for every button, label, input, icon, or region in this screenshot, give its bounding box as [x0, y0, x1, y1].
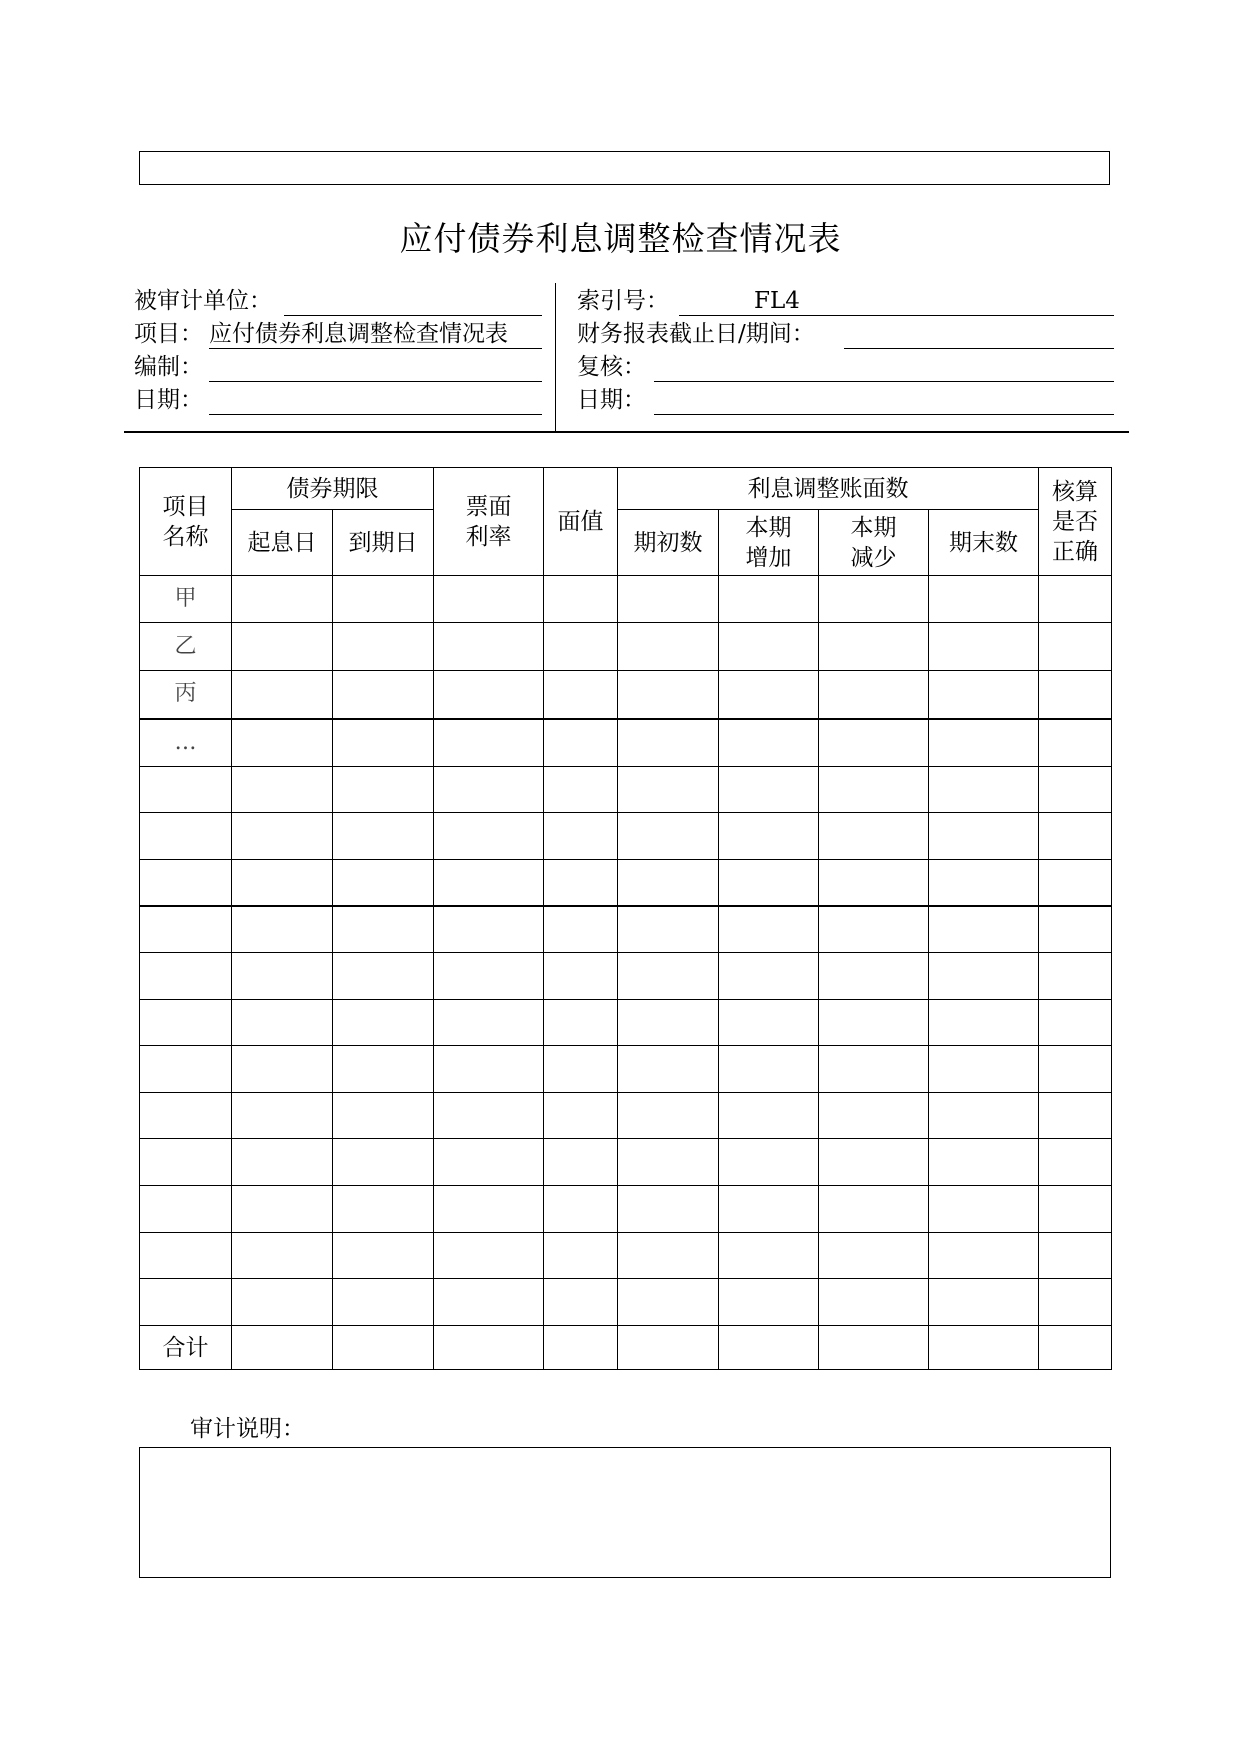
table-cell[interactable] — [819, 906, 929, 953]
table-cell[interactable] — [719, 671, 819, 719]
table-cell[interactable] — [819, 1000, 929, 1046]
table-cell[interactable] — [232, 1139, 333, 1186]
date-right-field[interactable] — [654, 385, 1114, 415]
table-cell[interactable] — [618, 813, 719, 860]
table-cell[interactable] — [333, 719, 434, 767]
table-cell[interactable] — [434, 767, 544, 813]
table-cell[interactable] — [434, 671, 544, 719]
table-cell[interactable] — [232, 1186, 333, 1233]
auditee-field[interactable] — [284, 286, 542, 316]
table-cell[interactable] — [232, 1279, 333, 1326]
table-cell[interactable] — [929, 623, 1039, 671]
project-label: 项目： — [134, 321, 203, 347]
table-cell[interactable] — [1039, 767, 1112, 813]
table-cell[interactable] — [1039, 1279, 1112, 1326]
table-cell[interactable] — [618, 860, 719, 906]
table-cell[interactable] — [333, 1046, 434, 1093]
table-cell[interactable] — [434, 813, 544, 860]
table-cell[interactable] — [1039, 813, 1112, 860]
table-cell[interactable] — [929, 671, 1039, 719]
top-header-box — [139, 151, 1110, 185]
table-cell[interactable] — [232, 719, 333, 767]
row-label — [140, 813, 232, 860]
table-cell[interactable] — [819, 1279, 929, 1326]
table-cell[interactable] — [719, 623, 819, 671]
table-cell[interactable] — [232, 1233, 333, 1279]
table-cell[interactable] — [719, 860, 819, 906]
date-left-label: 日期： — [134, 387, 203, 413]
table-cell[interactable] — [618, 1000, 719, 1046]
table-cell[interactable] — [929, 1233, 1039, 1279]
table-row — [140, 1000, 1112, 1046]
table-row — [140, 953, 1112, 1000]
total-cell[interactable] — [618, 1326, 719, 1370]
table-cell[interactable] — [618, 1046, 719, 1093]
preparer-field[interactable] — [209, 352, 542, 382]
table-cell[interactable] — [333, 767, 434, 813]
row-label: 甲 — [140, 576, 232, 623]
table-cell[interactable] — [819, 767, 929, 813]
table-cell[interactable] — [929, 860, 1039, 906]
row-label — [140, 906, 232, 953]
table-cell[interactable] — [1039, 623, 1112, 671]
row-label — [140, 1233, 232, 1279]
table-cell[interactable] — [232, 953, 333, 1000]
period-field[interactable] — [844, 319, 1114, 349]
table-cell[interactable] — [618, 576, 719, 623]
table-cell[interactable] — [618, 671, 719, 719]
table-cell[interactable] — [618, 1279, 719, 1326]
table-cell[interactable] — [618, 767, 719, 813]
table-cell[interactable] — [1039, 860, 1112, 906]
total-row — [140, 1326, 1112, 1370]
table-cell[interactable] — [333, 1233, 434, 1279]
table-cell[interactable] — [618, 906, 719, 953]
header-correct: 核算 是否 正确 — [1039, 468, 1112, 576]
table-cell[interactable] — [929, 906, 1039, 953]
table-cell[interactable] — [819, 953, 929, 1000]
total-cell[interactable] — [333, 1326, 434, 1370]
table-cell[interactable] — [1039, 671, 1112, 719]
table-cell[interactable] — [333, 813, 434, 860]
table-row — [140, 576, 1112, 623]
table-cell[interactable] — [1039, 1139, 1112, 1186]
table-cell[interactable] — [434, 719, 544, 767]
table-row — [140, 1093, 1112, 1139]
table-cell[interactable] — [929, 813, 1039, 860]
table-row — [140, 623, 1112, 671]
row-label — [140, 1186, 232, 1233]
row-label — [140, 767, 232, 813]
table-cell[interactable] — [929, 719, 1039, 767]
project-field[interactable]: 应付债券利息调整检查情况表 — [209, 319, 542, 349]
table-cell[interactable] — [232, 1000, 333, 1046]
table-cell[interactable] — [544, 719, 618, 767]
table-row — [140, 719, 1112, 767]
table-cell[interactable] — [618, 1186, 719, 1233]
table-cell[interactable] — [618, 1093, 719, 1139]
table-cell[interactable] — [1039, 576, 1112, 623]
table-cell[interactable] — [929, 953, 1039, 1000]
table-cell[interactable] — [434, 1093, 544, 1139]
table-cell[interactable] — [1039, 1093, 1112, 1139]
table-cell[interactable] — [929, 1000, 1039, 1046]
table-cell[interactable] — [434, 860, 544, 906]
table-cell[interactable] — [819, 1046, 929, 1093]
table-cell[interactable] — [719, 1000, 819, 1046]
table-cell[interactable] — [544, 813, 618, 860]
table-row — [140, 1139, 1112, 1186]
table-cell[interactable] — [544, 1000, 618, 1046]
total-cell[interactable] — [434, 1326, 544, 1370]
table-cell[interactable] — [232, 623, 333, 671]
table-cell[interactable] — [544, 1279, 618, 1326]
table-cell[interactable] — [929, 1046, 1039, 1093]
date-right-label: 日期： — [577, 387, 646, 413]
total-cell[interactable] — [719, 1326, 819, 1370]
header-decrease: 本期 减少 — [819, 510, 929, 576]
table-cell[interactable] — [333, 1186, 434, 1233]
table-cell[interactable] — [232, 767, 333, 813]
header-item-name: 项目 名称 — [140, 468, 232, 576]
interest-adjustment-table — [139, 467, 1112, 1370]
header-increase: 本期 增加 — [719, 510, 819, 576]
info-section — [124, 283, 1129, 433]
table-cell[interactable] — [819, 1233, 929, 1279]
auditee-label: 被审计单位： — [134, 288, 272, 314]
table-cell[interactable] — [434, 1139, 544, 1186]
table-cell[interactable] — [1039, 1233, 1112, 1279]
table-cell[interactable] — [232, 906, 333, 953]
table-cell[interactable] — [1039, 1186, 1112, 1233]
table-cell[interactable] — [929, 1093, 1039, 1139]
table-cell[interactable] — [232, 813, 333, 860]
table-cell[interactable] — [544, 860, 618, 906]
header-interest-adjust: 利息调整账面数 — [618, 468, 1039, 510]
table-cell[interactable] — [719, 813, 819, 860]
table-cell[interactable] — [333, 953, 434, 1000]
table-cell[interactable] — [434, 1046, 544, 1093]
table-cell[interactable] — [544, 671, 618, 719]
header-opening: 期初数 — [618, 510, 719, 576]
table-cell[interactable] — [1039, 1046, 1112, 1093]
table-cell[interactable] — [929, 1139, 1039, 1186]
table-cell[interactable] — [819, 576, 929, 623]
table-cell[interactable] — [544, 1046, 618, 1093]
table-cell[interactable] — [333, 860, 434, 906]
table-row — [140, 671, 1112, 719]
table-cell[interactable] — [544, 906, 618, 953]
table-cell[interactable] — [333, 1279, 434, 1326]
table-cell[interactable] — [719, 1046, 819, 1093]
table-cell[interactable] — [333, 906, 434, 953]
row-label — [140, 1000, 232, 1046]
reviewer-field[interactable] — [654, 352, 1114, 382]
row-label — [140, 860, 232, 906]
total-cell[interactable] — [929, 1326, 1039, 1370]
table-cell[interactable] — [929, 1279, 1039, 1326]
table-cell[interactable] — [719, 1093, 819, 1139]
table-cell[interactable] — [1039, 906, 1112, 953]
total-cell[interactable] — [819, 1326, 929, 1370]
table-cell[interactable] — [434, 1000, 544, 1046]
table-cell[interactable] — [544, 1233, 618, 1279]
row-label — [140, 953, 232, 1000]
table-row — [140, 1046, 1112, 1093]
table-cell[interactable] — [719, 1233, 819, 1279]
table-cell[interactable] — [719, 719, 819, 767]
table-cell[interactable] — [719, 1186, 819, 1233]
table-cell[interactable] — [544, 1093, 618, 1139]
table-row — [140, 1186, 1112, 1233]
header-face-value: 面值 — [544, 468, 618, 576]
index-label: 索引号： — [577, 288, 669, 314]
row-label: … — [140, 719, 232, 767]
row-label: 乙 — [140, 623, 232, 671]
header-coupon-rate: 票面 利率 — [434, 468, 544, 576]
table-row — [140, 813, 1112, 860]
table-cell[interactable] — [1039, 719, 1112, 767]
table-cell[interactable] — [333, 1093, 434, 1139]
table-cell[interactable] — [333, 1000, 434, 1046]
table-cell[interactable] — [929, 576, 1039, 623]
table-cell[interactable] — [819, 1186, 929, 1233]
table-cell[interactable] — [333, 671, 434, 719]
row-label — [140, 1093, 232, 1139]
total-label: 合计 — [140, 1326, 232, 1370]
total-cell[interactable] — [544, 1326, 618, 1370]
row-label — [140, 1279, 232, 1326]
table-cell[interactable] — [719, 953, 819, 1000]
table-cell[interactable] — [232, 1093, 333, 1139]
table-cell[interactable] — [719, 1139, 819, 1186]
info-divider — [555, 283, 556, 431]
table-cell[interactable] — [232, 1046, 333, 1093]
table-cell[interactable] — [1039, 953, 1112, 1000]
table-cell[interactable] — [819, 719, 929, 767]
table-cell[interactable] — [333, 1139, 434, 1186]
table-cell[interactable] — [434, 1233, 544, 1279]
index-field[interactable]: FL4 — [679, 286, 1114, 316]
table-cell[interactable] — [929, 1186, 1039, 1233]
table-cell[interactable] — [232, 576, 333, 623]
table-cell[interactable] — [618, 1233, 719, 1279]
table-row — [140, 906, 1112, 953]
table-cell[interactable] — [434, 576, 544, 623]
table-cell[interactable] — [333, 576, 434, 623]
row-label: 丙 — [140, 671, 232, 719]
date-left-field[interactable] — [209, 385, 542, 415]
table-cell[interactable] — [819, 1139, 929, 1186]
table-cell[interactable] — [544, 767, 618, 813]
period-label: 财务报表截止日/期间： — [577, 321, 815, 347]
table-cell[interactable] — [544, 623, 618, 671]
table-cell[interactable] — [819, 1093, 929, 1139]
table-cell[interactable] — [819, 813, 929, 860]
total-cell[interactable] — [232, 1326, 333, 1370]
table-cell[interactable] — [434, 1279, 544, 1326]
table-row — [140, 1233, 1112, 1279]
row-label — [140, 1046, 232, 1093]
table-cell[interactable] — [434, 906, 544, 953]
table-cell[interactable] — [434, 1186, 544, 1233]
table-cell[interactable] — [544, 953, 618, 1000]
table-cell[interactable] — [544, 1186, 618, 1233]
header-start-date: 起息日 — [232, 510, 333, 576]
table-cell[interactable] — [819, 671, 929, 719]
table-cell[interactable] — [719, 1279, 819, 1326]
table-cell[interactable] — [719, 576, 819, 623]
table-cell[interactable] — [929, 767, 1039, 813]
table-row — [140, 767, 1112, 813]
table-cell[interactable] — [719, 906, 819, 953]
table-cell[interactable] — [544, 576, 618, 623]
table-cell[interactable] — [232, 860, 333, 906]
table-cell[interactable] — [719, 767, 819, 813]
row-label — [140, 1139, 232, 1186]
header-closing: 期末数 — [929, 510, 1039, 576]
table-cell[interactable] — [618, 623, 719, 671]
table-cell[interactable] — [618, 953, 719, 1000]
table-cell[interactable] — [333, 623, 434, 671]
table-cell[interactable] — [434, 623, 544, 671]
table-cell[interactable] — [618, 1139, 719, 1186]
table-cell[interactable] — [232, 671, 333, 719]
header-bond-term: 债券期限 — [232, 468, 434, 510]
table-row — [140, 1279, 1112, 1326]
page-title: 应付债券利息调整检查情况表 — [399, 219, 842, 258]
table-cell[interactable] — [1039, 1000, 1112, 1046]
header-maturity-date: 到期日 — [333, 510, 434, 576]
audit-note-label: 审计说明： — [190, 1416, 305, 1442]
table-cell[interactable] — [544, 1139, 618, 1186]
table-cell[interactable] — [434, 953, 544, 1000]
total-cell[interactable] — [1039, 1326, 1112, 1370]
audit-note-box[interactable] — [139, 1447, 1111, 1578]
table-cell[interactable] — [819, 623, 929, 671]
table-cell[interactable] — [618, 719, 719, 767]
preparer-label: 编制： — [134, 354, 203, 380]
table-row — [140, 860, 1112, 906]
table-cell[interactable] — [819, 860, 929, 906]
reviewer-label: 复核： — [577, 354, 646, 380]
